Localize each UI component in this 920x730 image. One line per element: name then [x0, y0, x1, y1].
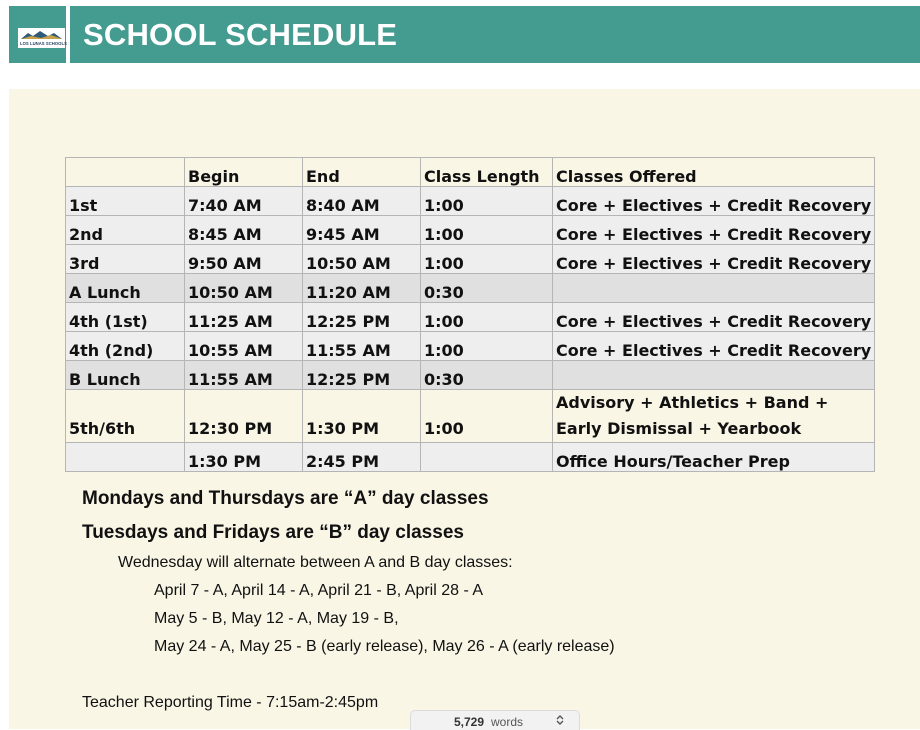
page-title: SCHOOL SCHEDULE — [83, 17, 398, 52]
period-cell: 1st — [66, 187, 185, 216]
end-cell: 12:25 PM — [303, 361, 421, 390]
header-cell-class-length: Class Length — [421, 158, 553, 187]
wednesday-dates-may-late: May 24 - A, May 25 - B (early release), May 26 - A (early release) — [154, 638, 615, 655]
classes-offered-cell: Core + Electives + Credit Recovery — [553, 216, 875, 245]
period-cell: 4th (2nd) — [66, 332, 185, 361]
header-cell — [66, 158, 185, 187]
length-cell: 1:00 — [421, 332, 553, 361]
end-cell: 10:50 AM — [303, 245, 421, 274]
a-day-note: Mondays and Thursdays are “A” day classes — [82, 488, 489, 509]
document-page — [9, 89, 920, 729]
table-row — [66, 216, 875, 245]
table-row — [66, 245, 875, 274]
end-cell: 9:45 AM — [303, 216, 421, 245]
length-cell: 1:00 — [421, 390, 553, 443]
classes-offered-cell: Core + Electives + Credit Recovery — [553, 303, 875, 332]
table-row — [66, 390, 875, 443]
begin-cell: 8:45 AM — [185, 216, 303, 245]
wednesday-dates-april: April 7 - A, April 14 - A, April 21 - B, April 28 - A — [154, 582, 484, 599]
begin-cell: 11:55 AM — [185, 361, 303, 390]
classes-offered-cell: Core + Electives + Credit Recovery — [553, 187, 875, 216]
length-cell — [421, 443, 553, 472]
begin-cell: 12:30 PM — [185, 390, 303, 443]
school-logo — [18, 28, 65, 48]
table-row — [66, 187, 875, 216]
period-cell: B Lunch — [66, 361, 185, 390]
table-row — [66, 303, 875, 332]
period-cell: 5th/6th — [66, 390, 185, 443]
word-count-control[interactable] — [410, 710, 580, 730]
length-cell: 0:30 — [421, 274, 553, 303]
schedule-table — [65, 157, 875, 472]
begin-cell: 7:40 AM — [185, 187, 303, 216]
length-cell: 1:00 — [421, 216, 553, 245]
begin-cell: 10:50 AM — [185, 274, 303, 303]
teacher-reporting-time: Teacher Reporting Time - 7:15am-2:45pm — [82, 694, 379, 711]
begin-cell: 1:30 PM — [185, 443, 303, 472]
begin-cell: 11:25 AM — [185, 303, 303, 332]
wednesday-dates-may-early: May 5 - B, May 12 - A, May 19 - B, — [154, 610, 399, 627]
b-day-note: Tuesdays and Fridays are “B” day classes — [82, 522, 464, 543]
end-cell: 1:30 PM — [303, 390, 421, 443]
classes-offered-cell: Office Hours/Teacher Prep — [553, 443, 875, 472]
length-cell: 1:00 — [421, 187, 553, 216]
header-cell-classes-offered: Classes Offered — [553, 158, 875, 187]
period-cell: 4th (1st) — [66, 303, 185, 332]
begin-cell: 10:55 AM — [185, 332, 303, 361]
word-count-label: words — [491, 715, 524, 729]
classes-offered-cell: Advisory + Athletics + Band + Early Dismissal + Yearbook — [553, 390, 875, 443]
begin-cell: 9:50 AM — [185, 245, 303, 274]
period-cell: 2nd — [66, 216, 185, 245]
logo-text: LOS LUNAS SCHOOLS — [20, 41, 67, 46]
title-banner — [70, 6, 920, 63]
chevron-up-down-icon[interactable] — [555, 714, 565, 726]
length-cell: 1:00 — [421, 245, 553, 274]
word-count-value: 5,729 — [454, 715, 485, 729]
table-row — [66, 443, 875, 472]
classes-offered-cell: Core + Electives + Credit Recovery — [553, 245, 875, 274]
classes-offered-cell: Core + Electives + Credit Recovery — [553, 332, 875, 361]
table-row — [66, 332, 875, 361]
period-cell — [66, 443, 185, 472]
length-cell: 1:00 — [421, 303, 553, 332]
logo-tile — [9, 6, 66, 63]
period-cell: A Lunch — [66, 274, 185, 303]
table-header-row — [66, 158, 875, 187]
period-cell: 3rd — [66, 245, 185, 274]
length-cell: 0:30 — [421, 361, 553, 390]
classes-offered-cell — [553, 274, 875, 303]
classes-offered-cell — [553, 361, 875, 390]
table-row — [66, 274, 875, 303]
wednesday-note: Wednesday will alternate between A and B day classes: — [118, 554, 513, 571]
end-cell: 11:55 AM — [303, 332, 421, 361]
header-cell-end: End — [303, 158, 421, 187]
header-cell-begin: Begin — [185, 158, 303, 187]
mountain-logo-icon — [21, 30, 62, 40]
end-cell: 2:45 PM — [303, 443, 421, 472]
end-cell: 8:40 AM — [303, 187, 421, 216]
end-cell: 11:20 AM — [303, 274, 421, 303]
table-row — [66, 361, 875, 390]
end-cell: 12:25 PM — [303, 303, 421, 332]
